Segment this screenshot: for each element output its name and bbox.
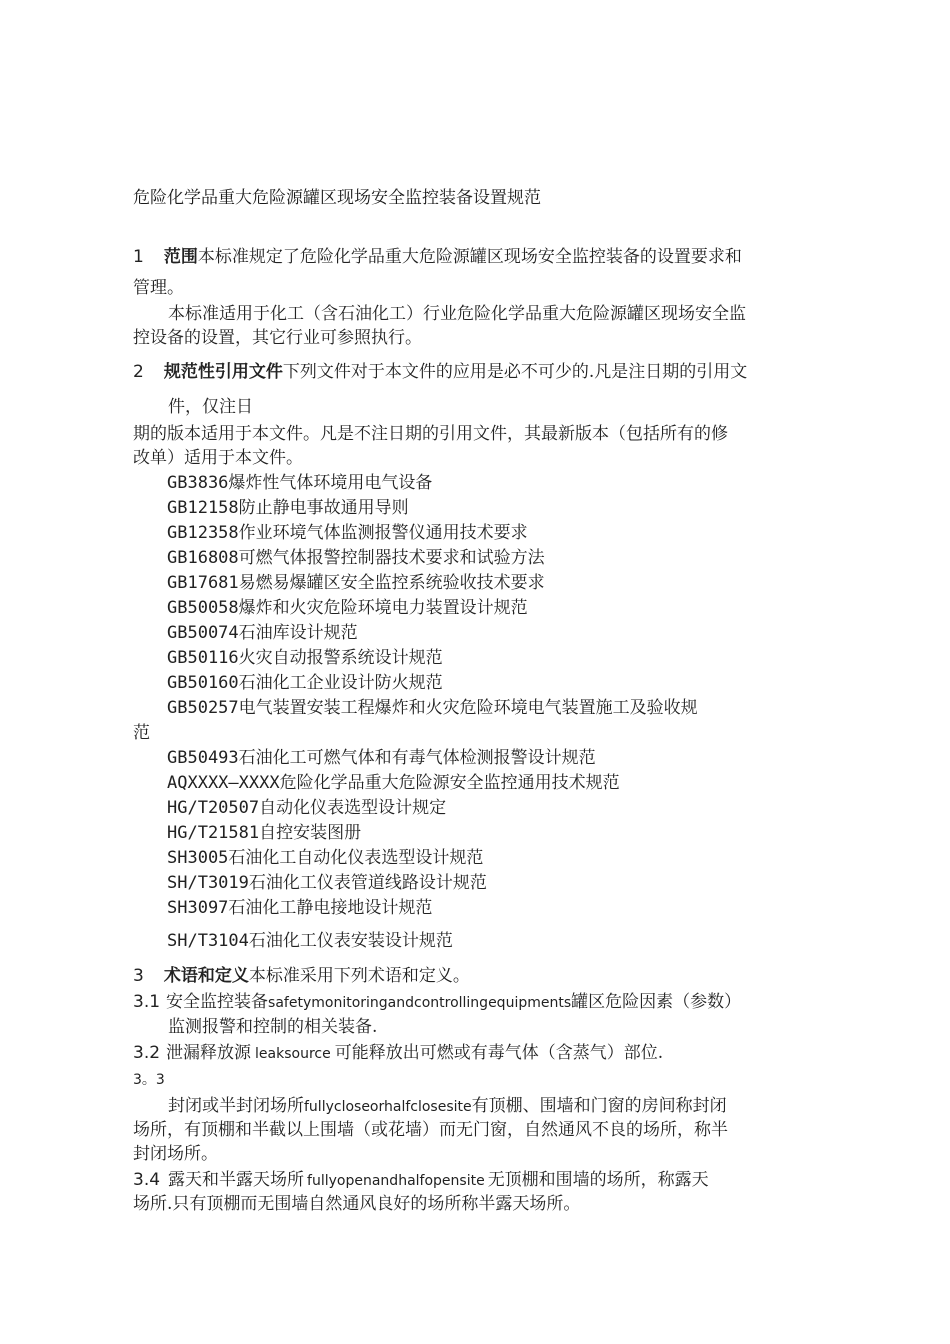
term-english: leaksource xyxy=(255,1046,331,1062)
reference-item xyxy=(167,522,528,544)
term-3-3-definition-cont: 场所，有顶棚和半截以上围墙（或花墙）而无门窗，自然通风不良的场所，称半 xyxy=(133,1120,728,1140)
reference-code: HG/T21581 xyxy=(167,823,260,843)
reference-name: 易燃易爆罐区安全监控系统验收技术要求 xyxy=(238,573,545,593)
reference-code: GB3836 xyxy=(167,473,229,493)
reference-name: 石油化工企业设计防火规范 xyxy=(238,673,443,693)
term-definition: 无顶棚和围墙的场所，称露天 xyxy=(487,1170,709,1190)
term-3-1 xyxy=(133,991,741,1014)
reference-name: 石油化工可燃气体和有毒气体检测报警设计规范 xyxy=(238,748,596,768)
reference-item-wrap xyxy=(133,722,150,744)
reference-item xyxy=(167,697,698,719)
reference-name: 防止静电事故通用导则 xyxy=(238,498,409,518)
reference-code: GB12358 xyxy=(167,523,239,543)
section-2-cont-2: 期的版本适用于本文件。凡是不注日期的引用文件，其最新版本（包括所有的修 xyxy=(133,424,728,444)
section-text: 下列文件对于本文件的应用是必不可少的.凡是注日期的引用文 xyxy=(282,362,748,382)
reference-code: GB50116 xyxy=(167,648,239,668)
reference-code: SH3005 xyxy=(167,848,229,868)
reference-item xyxy=(167,772,620,794)
reference-name: 爆炸性气体环境用电气设备 xyxy=(228,473,433,493)
reference-code: GB17681 xyxy=(167,573,239,593)
reference-code: GB50257 xyxy=(167,698,239,718)
reference-code: GB50058 xyxy=(167,598,239,618)
reference-item xyxy=(167,897,432,919)
reference-name: 自动化仪表选型设计规定 xyxy=(259,798,447,818)
reference-code: AQXXXX—XXXX xyxy=(167,773,280,793)
reference-code: GB12158 xyxy=(167,498,239,518)
reference-item xyxy=(167,572,545,594)
reference-item xyxy=(167,847,483,869)
term-number: 3.4 xyxy=(133,1170,161,1190)
reference-item xyxy=(167,797,446,819)
term-name: 安全监控装备 xyxy=(166,992,269,1012)
reference-item xyxy=(167,547,545,569)
reference-name: 爆炸和火灾危险环境电力装置设计规范 xyxy=(238,598,528,618)
reference-item xyxy=(167,872,487,894)
reference-code: SH/T3104 xyxy=(167,931,249,951)
reference-item xyxy=(167,597,528,619)
term-definition: 有顶棚、围墙和门窗的房间称封闭 xyxy=(471,1096,727,1116)
section-3-line xyxy=(133,965,470,987)
reference-item xyxy=(167,672,443,694)
section-heading: 范围 xyxy=(163,247,198,267)
reference-item xyxy=(167,822,361,844)
section-2-cont-3: 改单）适用于本文件。 xyxy=(133,448,303,468)
reference-name: 石油化工静电接地设计规范 xyxy=(228,898,433,918)
reference-name: 范 xyxy=(133,723,150,743)
reference-item xyxy=(167,472,432,494)
term-number: 3.1 xyxy=(133,992,161,1012)
reference-item xyxy=(167,747,596,769)
section-1-line xyxy=(133,246,742,268)
reference-name: 可燃气体报警控制器技术要求和试验方法 xyxy=(238,548,545,568)
term-name: 泄漏释放源 xyxy=(166,1043,252,1063)
reference-code: SH3097 xyxy=(167,898,229,918)
section-text: 本标准规定了危险化学品重大危险源罐区现场安全监控装备的设置要求和 xyxy=(197,247,742,267)
term-english: fullycloseorhalfclosesite xyxy=(304,1099,472,1115)
reference-item xyxy=(167,647,443,669)
term-english: fullyopenandhalfopensite xyxy=(307,1173,485,1189)
term-name: 封闭或半封闭场所 xyxy=(168,1096,304,1116)
reference-name: 危险化学品重大危险源安全监控通用技术规范 xyxy=(279,773,620,793)
reference-code: SH/T3019 xyxy=(167,873,249,893)
term-3-1-definition-cont: 监测报警和控制的相关装备. xyxy=(168,1017,378,1037)
section-number: 3 xyxy=(133,966,144,986)
reference-name: 火灾自动报警系统设计规范 xyxy=(238,648,443,668)
section-number: 2 xyxy=(133,362,144,382)
term-3-3 xyxy=(168,1095,727,1118)
term-name: 露天和半露天场所 xyxy=(168,1170,305,1190)
section-1-continuation: 管理。 xyxy=(133,278,184,298)
section-heading: 术语和定义 xyxy=(163,966,249,986)
reference-name: 电气装置安装工程爆炸和火灾危险环境电气装置施工及验收规 xyxy=(238,698,698,718)
reference-name: 石油化工自动化仪表选型设计规范 xyxy=(228,848,484,868)
section-2-cont-1: 件，仅注日 xyxy=(168,397,253,417)
term-3-4-definition-cont: 场所.只有顶棚而无围墙自然通风良好的场所称半露天场所。 xyxy=(133,1194,581,1214)
reference-item xyxy=(167,930,453,952)
term-3-3-definition-end: 封闭场所。 xyxy=(133,1144,218,1164)
reference-name: 石油化工仪表安装设计规范 xyxy=(248,931,453,951)
term-english: safetymonitoringandcontrollingequipments xyxy=(268,995,572,1011)
section-heading: 规范性引用文件 xyxy=(163,362,283,382)
reference-name: 石油化工仪表管道线路设计规范 xyxy=(248,873,487,893)
term-3-3-number: 3。3 xyxy=(133,1072,165,1088)
reference-item xyxy=(167,497,409,519)
reference-code: GB50074 xyxy=(167,623,239,643)
reference-code: GB50160 xyxy=(167,673,239,693)
term-3-4 xyxy=(133,1169,709,1192)
section-number: 1 xyxy=(133,247,144,267)
reference-name: 石油库设计规范 xyxy=(238,623,358,643)
reference-name: 自控安装图册 xyxy=(259,823,362,843)
term-3-2 xyxy=(133,1042,663,1065)
reference-item xyxy=(167,622,358,644)
term-definition: 罐区危险因素（参数） xyxy=(571,992,742,1012)
section-1-paragraph-cont: 控设备的设置，其它行业可参照执行。 xyxy=(133,328,422,348)
section-2-line xyxy=(133,361,747,383)
section-text: 本标准采用下列术语和定义。 xyxy=(248,966,470,986)
reference-code: GB16808 xyxy=(167,548,239,568)
document-title: 危险化学品重大危险源罐区现场安全监控装备设置规范 xyxy=(133,188,541,208)
term-number: 3.2 xyxy=(133,1043,161,1063)
reference-code: GB50493 xyxy=(167,748,239,768)
reference-code: HG/T20507 xyxy=(167,798,260,818)
term-definition: 可能释放出可燃或有毒气体（含蒸气）部位. xyxy=(334,1043,664,1063)
section-1-paragraph: 本标准适用于化工（含石油化工）行业危险化学品重大危险源罐区现场安全监 xyxy=(168,304,746,324)
reference-name: 作业环境气体监测报警仪通用技术要求 xyxy=(238,523,528,543)
